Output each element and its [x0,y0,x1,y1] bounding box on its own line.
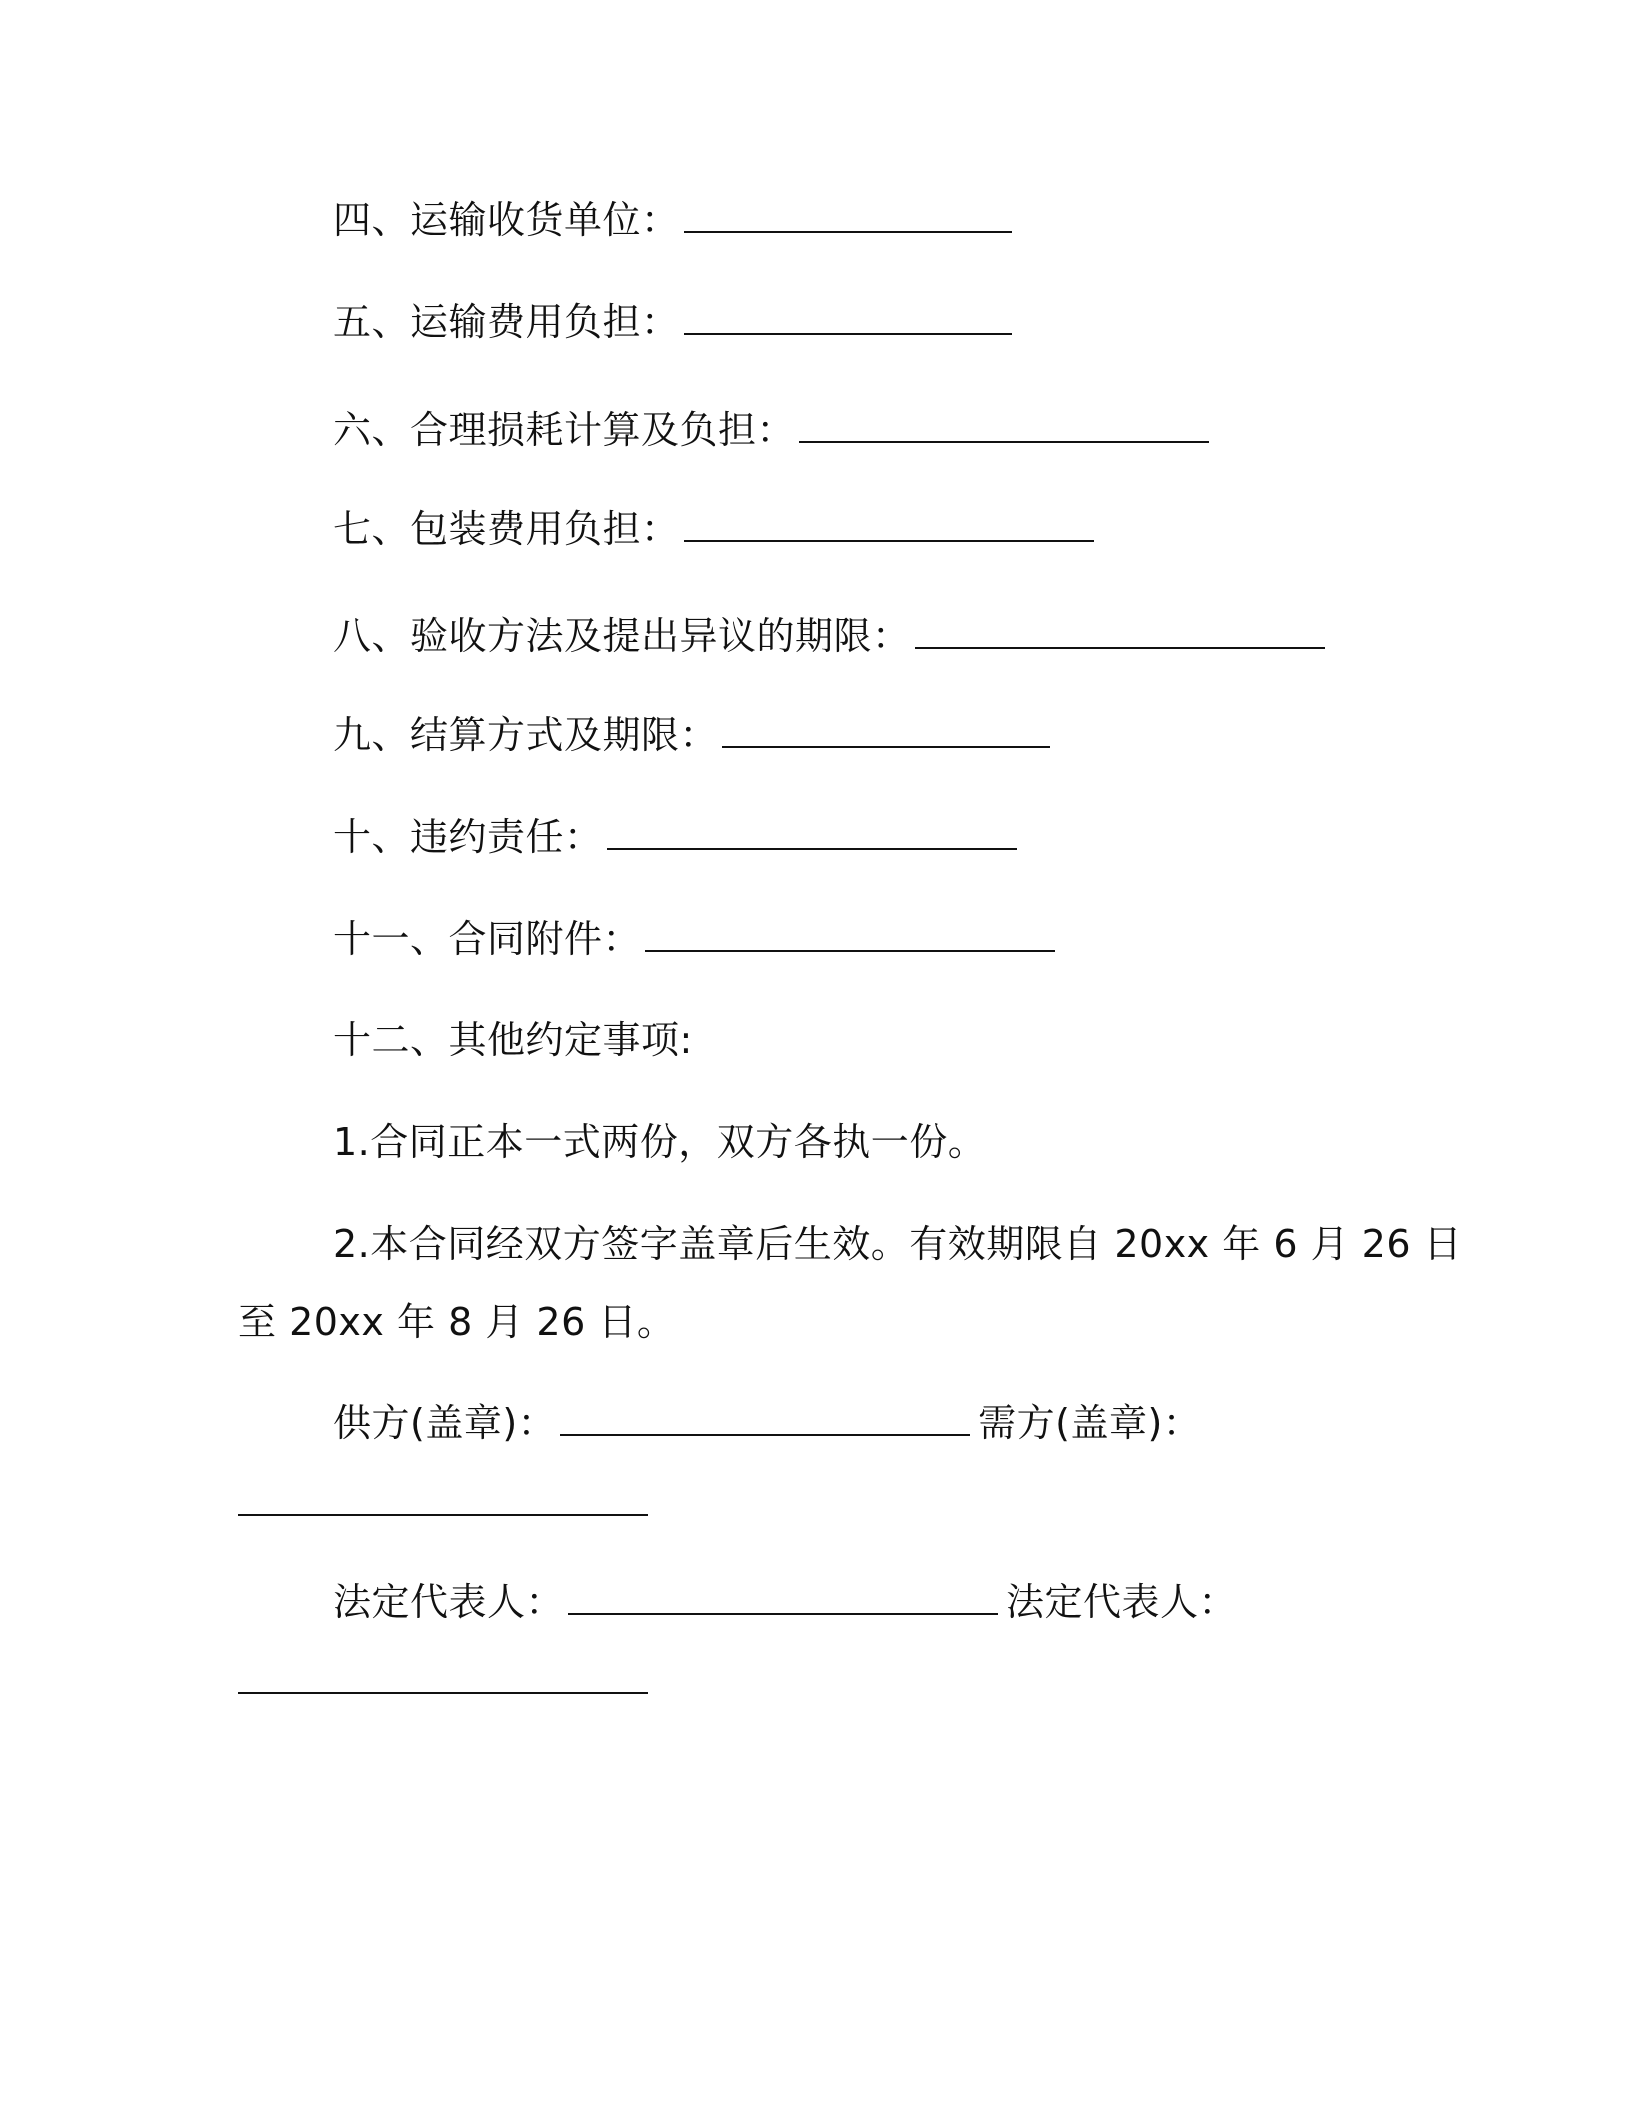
fill-blank [645,920,1055,952]
clause-6 [333,406,1209,454]
fill-blank [684,510,1094,542]
clause-label: 七、包装费用负担： [333,507,680,551]
other-terms-item-2-line-2: 至 20xx 年 8 月 26 日。 [238,1300,676,1344]
clause-label: 四、运输收货单位： [333,198,680,242]
clause-label: 八、验收方法及提出异议的期限： [333,614,911,658]
buyer-seal-label: 需方(盖章)： [978,1401,1202,1445]
supplier-seal-row [333,1399,1201,1447]
other-terms-item-2-line-1: 2.本合同经双方签字盖章后生效。有效期限自 20xx 年 6 月 26 日 [333,1222,1463,1266]
supplier-legal-rep-label: 法定代表人： [333,1580,565,1624]
supplier-seal-label: 供方(盖章)： [333,1401,557,1445]
clause-label: 六、合理损耗计算及负担： [333,408,796,452]
buyer-legal-rep-blank [238,1690,648,1694]
legal-rep-row [333,1578,1237,1626]
clause-5 [333,298,1012,346]
clause-label: 十、违约责任： [333,815,603,859]
fill-blank [799,411,1209,443]
clause-4 [333,196,1012,244]
buyer-seal-blank [238,1512,648,1516]
fill-blank [607,818,1017,850]
fill-blank [915,617,1325,649]
supplier-legal-rep-blank [568,1583,998,1615]
fill-blank [684,303,1012,335]
clause-11 [333,915,1055,963]
fill-blank [722,716,1050,748]
clause-8 [333,612,1325,660]
clause-10 [333,813,1017,861]
other-terms-item-1: 1.合同正本一式两份，双方各执一份。 [333,1120,987,1164]
clause-label: 十一、合同附件： [333,917,642,961]
supplier-seal-blank [560,1404,970,1436]
clause-label: 九、结算方式及期限： [333,713,719,757]
other-terms-heading: 十二、其他约定事项: [333,1018,693,1062]
fill-blank [684,201,1012,233]
clause-7 [333,505,1094,553]
clause-9 [333,711,1050,759]
buyer-legal-rep-label: 法定代表人： [1006,1580,1238,1624]
clause-label: 五、运输费用负担： [333,300,680,344]
